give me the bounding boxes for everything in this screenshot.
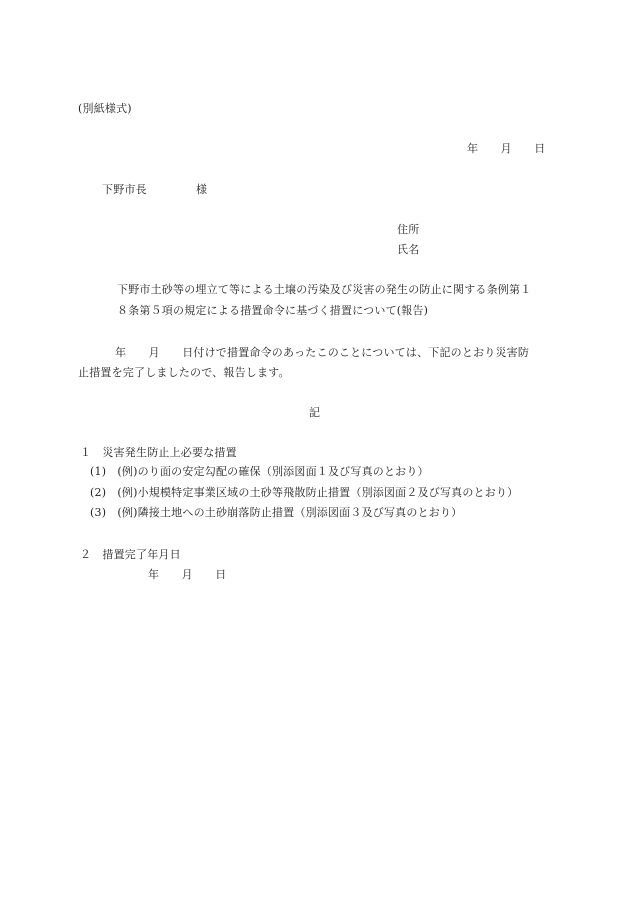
section-1-item: (1) (例)のり面の安定勾配の確保（別添図面１及び写真のとおり）: [90, 465, 429, 478]
ki-heading: 記: [309, 406, 321, 419]
addressee-name: 下野市長: [102, 183, 147, 196]
subject-line-2: ８条第５項の規定による措置命令に基づく措置について(報告): [117, 304, 429, 317]
section-1-title: １ 災害発生防止上必要な措置: [80, 446, 237, 459]
body-line-2: 止措置を完了しましたので、報告します。: [78, 366, 290, 379]
reporter-name-label: 氏名: [397, 243, 420, 256]
section-1-item: (3) (例)隣接土地への土砂崩落防止措置（別添図面３及び写真のとおり）: [90, 506, 463, 519]
reporter-address-label: 住所: [397, 223, 420, 236]
completion-date: 年 月 日: [148, 568, 227, 581]
subject-line-1: 下野市土砂等の埋立て等による土壌の汚染及び災害の発生の防止に関する条例第１: [117, 283, 532, 296]
section-2-title: ２ 措置完了年月日: [80, 548, 181, 561]
form-label: (別紙様式): [78, 102, 132, 115]
addressee-honorific: 様: [196, 183, 208, 196]
section-1-item: (2) (例)小規模特定事業区域の土砂等飛散防止措置（別添図面２及び写真のとおり）: [90, 486, 519, 499]
body-line-1: 年 月 日付けで措置命令のあったこのことについては、下記のとおり災害防: [115, 346, 530, 359]
date-line: 年 月 日: [467, 142, 546, 155]
